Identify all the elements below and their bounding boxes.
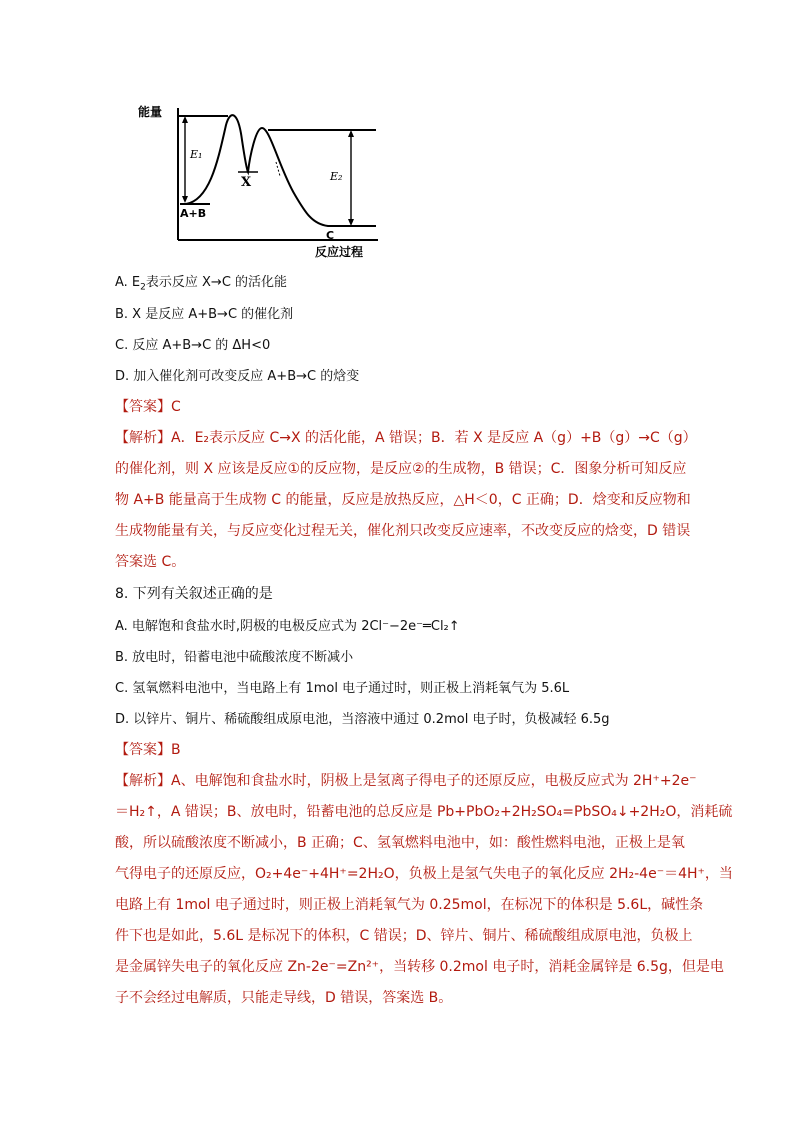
e1-arrow-head-top <box>182 116 188 123</box>
q7-analysis-line-5: 答案选 C。 <box>115 554 186 570</box>
q7-option-a-sub: 2 <box>140 282 146 293</box>
q8-answer: 【答案】B <box>115 742 181 758</box>
q8-option-a: A. 电解饱和食盐水时,阴极的电极反应式为 2Cl⁻−2e⁻═Cl₂↑ <box>115 619 460 634</box>
q8-option-b: B. 放电时，铅蓄电池中硫酸浓度不断减小 <box>115 650 354 665</box>
dotted-marker <box>276 162 280 176</box>
q7-answer: 【答案】C <box>115 399 181 415</box>
e2-arrow-head-top <box>348 130 354 137</box>
q7-option-a <box>115 271 794 293</box>
label-c: C <box>326 229 335 242</box>
q8-stem: 8. 下列有关叙述正确的是 <box>115 586 273 602</box>
q8-analysis-line-2: ＝H₂↑，A 错误；B、放电时，铅蓄电池的总反应是 Pb+PbO₂+2H₂SO₄=PbSO₄↓+2H₂O，消耗硫 <box>115 804 733 820</box>
q7-option-d: D. 加入催化剂可改变反应 A+B→C 的焓变 <box>115 369 360 384</box>
q7-analysis-line-2: 的催化剂，则 X 应该是反应①的反应物，是反应②的生成物，B 错误；C．图象分析可知反应 <box>115 461 687 477</box>
q7-option-b: B. X 是反应 A+B→C 的催化剂 <box>115 307 294 322</box>
energy-diagram <box>130 100 380 260</box>
q7-option-a-post: 表示反应 X→C 的活化能 <box>145 275 288 290</box>
q7-analysis-line-1: 【解析】A．E₂表示反应 C→X 的活化能，A 错误；B．若 X 是反应 A（g）+B（g）→C（g） <box>115 430 697 446</box>
label-x: X <box>241 175 252 190</box>
energy-curve <box>186 115 376 226</box>
label-e1: E₁ <box>190 148 203 161</box>
q7-analysis-line-3: 物 A+B 能量高于生成物 C 的能量，反应是放热反应，△H＜0，C 正确；D．焓变和反应物和 <box>115 492 691 508</box>
q8-option-d: D. 以锌片、铜片、稀硫酸组成原电池，当溶液中通过 0.2mol 电子时，负极减轻 6.5g <box>115 712 610 727</box>
e2-arrow-head-bottom <box>348 219 354 226</box>
q8-analysis-line-7: 是金属锌失电子的氧化反应 Zn-2e⁻=Zn²⁺，当转移 0.2mol 电子时，消耗金属锌是 6.5g，但是电 <box>115 959 724 975</box>
label-ab: A+B <box>180 207 207 220</box>
q8-analysis-line-1: 【解析】A、电解饱和食盐水时，阴极上是氢离子得电子的还原反应，电极反应式为 2H⁺+2e⁻ <box>115 773 697 789</box>
q8-analysis-line-8: 子不会经过电解质，只能走导线，D 错误，答案选 B。 <box>115 990 453 1006</box>
q7-analysis-line-4: 生成物能量有关，与反应变化过程无关，催化剂只改变反应速率，不改变反应的焓变，D 错误 <box>115 523 691 539</box>
q7-option-c: C. 反应 A+B→C 的 ΔH<0 <box>115 338 271 353</box>
q8-analysis-line-3: 酸，所以硫酸浓度不断减小，B 正确；C、氢氧燃料电池中，如：酸性燃料电池，正极上是氧 <box>115 835 685 851</box>
q8-analysis-line-6: 件下也是如此，5.6L 是标况下的体积，C 错误；D、锌片、铜片、稀硫酸组成原电池，负极上 <box>115 928 693 944</box>
y-axis-label: 能量 <box>138 105 163 119</box>
q8-analysis-line-5: 电路上有 1mol 电子通过时，则正极上消耗氧气为 0.25mol，在标况下的体积是 5.6L，碱性条 <box>115 897 704 913</box>
x-axis-label: 反应过程 <box>315 245 364 259</box>
label-e2: E₂ <box>330 170 343 183</box>
q8-option-c: C. 氢氧燃料电池中，当电路上有 1mol 电子通过时，则正极上消耗氧气为 5.6L <box>115 681 570 696</box>
q7-option-a-pre: A. E <box>115 275 141 290</box>
q8-analysis-line-4: 气得电子的还原反应，O₂+4e⁻+4H⁺=2H₂O，负极上是氢气失电子的氧化反应 2H₂-4e⁻＝4H⁺，当 <box>115 866 733 882</box>
e1-arrow-head-bottom <box>182 196 188 203</box>
